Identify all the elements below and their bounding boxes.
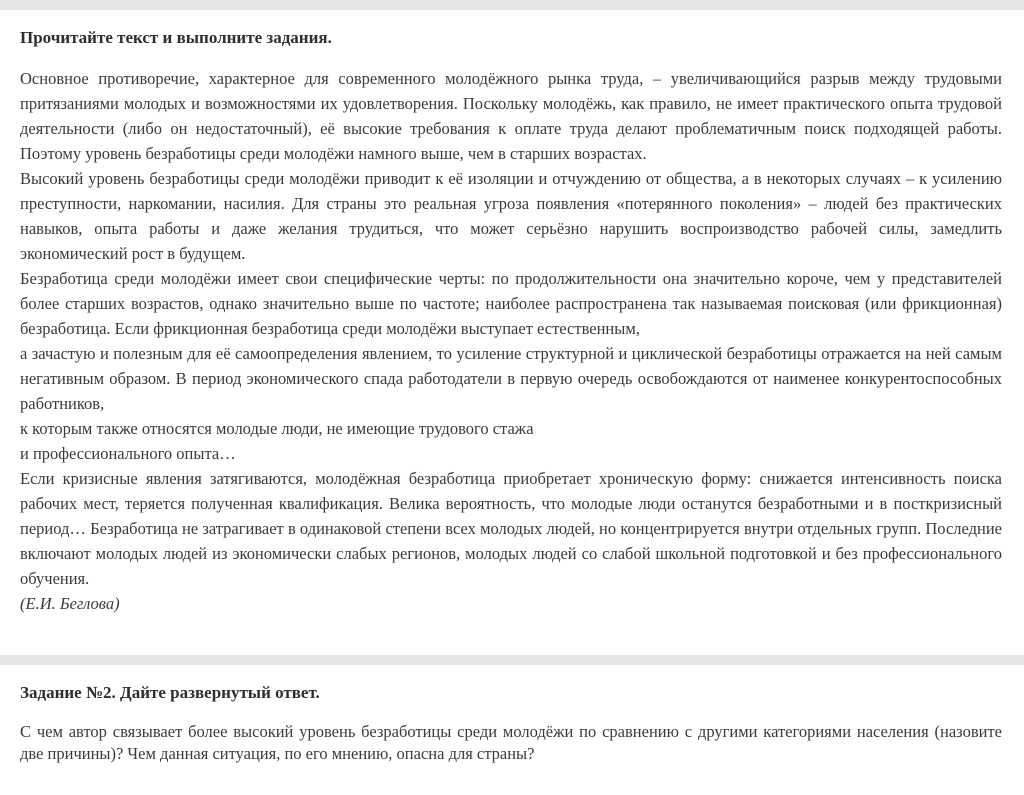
- text-paragraph: Высокий уровень безработицы среди молодёжи приводит к её изоляции и отчуждению от общества, а в некоторых случаях – к усилению преступности, наркомании, насилия. Для страны это реальная угроза появления «потерянного поколения» – людей без практических навыков, опыта работы и даже желания трудиться, что может серьёзно нарушить воспроизводство рабочей силы, замедлить экономический рост в будущем.: [20, 169, 1002, 263]
- text-paragraph: к которым также относятся молодые люди, не имеющие трудового стажа: [20, 419, 534, 438]
- text-paragraph: Основное противоречие, характерное для современного молодёжного рынка труда, – увеличивающийся разрыв между трудовыми притязаниями молодых и возможностями их удовлетворения. Поскольку молодёжь, как правило, не имеет практического опыта трудовой деятельности (либо он недостаточный), её высокие требования к оплате труда делают проблематичным поиск подходящей работы. Поэтому уровень безработицы среди молодёжи намного выше, чем в старших возрастах.: [20, 69, 1002, 163]
- text-paragraph: и профессионального опыта…: [20, 444, 236, 463]
- task-title: Задание №2. Дайте развернутый ответ.: [20, 683, 320, 702]
- text-author: (Е.И. Беглова): [20, 594, 120, 613]
- text-paragraph: Безработица среди молодёжи имеет свои специфические черты: по продолжительности она значительно короче, чем у представителей более старших возрастов, однако значительно выше по частоте; наиболее распространена так называемая поисковая (или фрикционная) безработица. Если фрикционная безработица среди молодёжи выступает естественным,: [20, 269, 1002, 338]
- task-block: [0, 665, 1024, 795]
- reading-text-block: [0, 10, 1024, 655]
- reading-instruction: Прочитайте текст и выполните задания.: [20, 28, 332, 47]
- task-question: С чем автор связывает более высокий уровень безработицы среди молодёжи по сравнению с другими категориями населения (назовите две причины)? Чем данная ситуация, по его мнению, опасна для страны?: [20, 722, 1002, 763]
- reading-text: [20, 66, 1002, 616]
- text-paragraph: а зачастую и полезным для её самоопределения явлением, то усиление структурной и циклической безработицы отражается на ней самым негативным образом. В период экономического спада работодатели в первую очередь освобождаются от наименее конкурентоспособных работников,: [20, 344, 1002, 413]
- text-paragraph: Если кризисные явления затягиваются, молодёжная безработица приобретает хроническую форму: снижается интенсивность поиска рабочих мест, теряется полученная квалификация. Велика вероятность, что молодые люди останутся безработными и в посткризисный период… Безработица не затрагивает в одинаковой степени всех молодых людей, но концентрируется внутри отдельных групп. Последние включают молодых людей из экономически слабых регионов, молодых людей со слабой школьной подготовкой и без профессионального обучения.: [20, 469, 1002, 588]
